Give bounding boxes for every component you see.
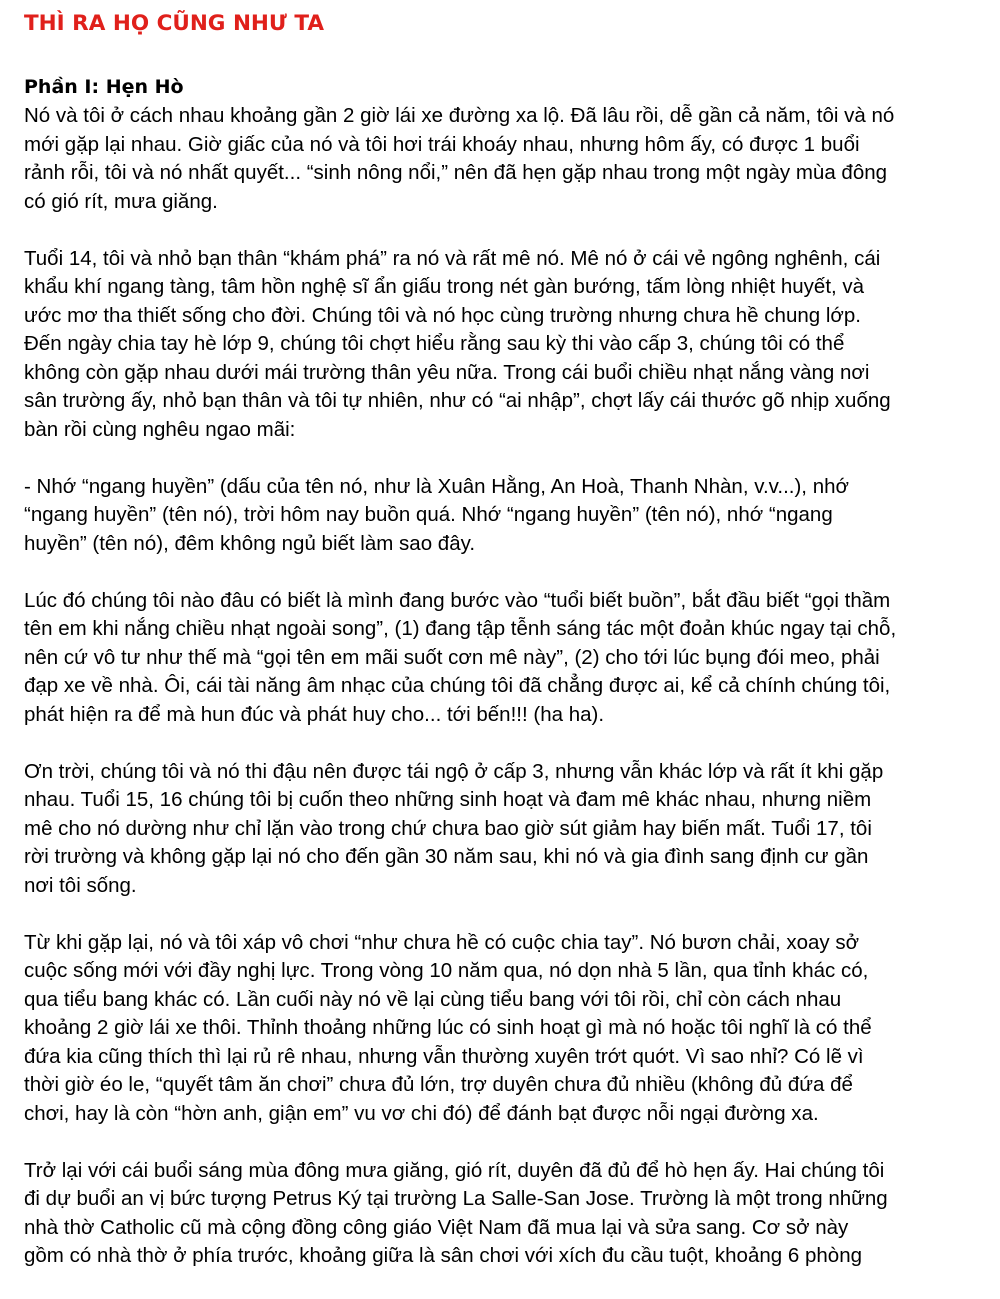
text-line: Nó và tôi ở cách nhau khoảng gần 2 giờ lái xe đường xa lộ. Đã lâu rồi, dễ gần cả năm, tôi và nó [24, 104, 895, 127]
paragraph [24, 473, 984, 559]
text-line: cuộc sống mới với đầy nghị lực. Trong vòng 10 năm qua, nó dọn nhà 5 lần, qua tỉnh khác có, [24, 959, 869, 982]
text-line: ước mơ tha thiết sống cho đời. Chúng tôi và nó học cùng trường nhưng chưa hề chung lớp. [24, 303, 861, 327]
text-line: rời trường và không gặp lại nó cho đến gần 30 năm sau, khi nó và gia đình sang định cư gần [24, 845, 869, 868]
text-line: thời giờ éo le, “quyết tâm ăn chơi” chưa đủ lớn, trợ duyên chưa đủ nhiều (không đủ đứa để [24, 1073, 853, 1096]
text-line: không còn gặp nhau dưới mái trường thân yêu nữa. Trong cái buổi chiều nhạt nắng vàng nơi [24, 360, 870, 384]
text-line: nên cứ vô tư như thế mà “gọi tên em mãi suốt cơn mê này”, (2) cho tới lúc bụng đói meo, phải [24, 645, 880, 669]
text-line: Tuổi 14, tôi và nhỏ bạn thân “khám phá” ra nó và rất mê nó. Mê nó ở cái vẻ ngông nghênh, cái [24, 246, 881, 270]
text-line: rảnh rỗi, tôi và nó nhất quyết... “sinh nông nổi,” nên đã hẹn gặp nhau trong một ngày mùa đông [24, 161, 888, 184]
text-line: qua tiểu bang khác có. Lần cuối này nó về lại cùng tiểu bang với tôi rồi, chỉ còn cách nhau [24, 987, 842, 1011]
text-line: đạp xe về nhà. Ôi, cái tài năng âm nhạc của chúng tôi đã chẳng được ai, kể cả chính chúng tôi, [24, 674, 891, 697]
text-line: bàn rồi cùng nghêu ngao mãi: [24, 417, 296, 441]
text-line: gồm có nhà thờ ở phía trước, khoảng giữa là sân chơi với xích đu cầu tuột, khoảng 6 phòng [24, 1244, 863, 1267]
text-line: Ơn trời, chúng tôi và nó thi đậu nên được tái ngộ ở cấp 3, nhưng vẫn khác lớp và rất ít khi gặp [24, 759, 884, 783]
text-line: sân trường ấy, nhỏ bạn thân và tôi tự nhiên, như có “ai nhập”, chợt lấy cái thước gõ nhịp xuống [24, 389, 891, 412]
text-line: huyền” (tên nó), đêm không ngủ biết làm sao đây. [24, 531, 476, 555]
text-line: khẩu khí ngang tàng, tâm hồn nghệ sĩ ẩn giấu trong nét gàn bướng, tấm lòng nhiệt huyết, và [24, 275, 865, 298]
text-line: Đến ngày chia tay hè lớp 9, chúng tôi chợt hiểu rằng sau kỳ thi vào cấp 3, chúng tôi có thể [24, 332, 845, 355]
text-line: Lúc đó chúng tôi nào đâu có biết là mình đang bước vào “tuổi biết buồn”, bắt đầu biết “gọi thầm [24, 588, 891, 612]
paragraph [24, 929, 984, 1129]
text-line: tên em khi nắng chiều nhạt ngoài song”, (1) đang tập tễnh sáng tác một đoản khúc ngay tại chỗ, [24, 617, 897, 640]
text-line: khoảng 2 giờ lái xe thôi. Thỉnh thoảng những lúc có sinh hoạt gì mà nó hoặc tôi nghĩ là có thể [24, 1016, 872, 1039]
section-heading: Phần I: Hẹn Hò [24, 76, 184, 98]
text-line: Từ khi gặp lại, nó và tôi xáp vô chơi “như chưa hề có cuộc chia tay”. Nó bươn chải, xoay sở [24, 930, 860, 954]
text-line: nhà thờ Catholic cũ mà cộng đồng công giáo Việt Nam đã mua lại và sửa sang. Cơ sở này [24, 1215, 849, 1239]
text-line: Trở lại với cái buổi sáng mùa đông mưa giăng, gió rít, duyên đã đủ để hò hẹn ấy. Hai chúng tôi [24, 1158, 885, 1182]
document-body [24, 102, 984, 1299]
paragraph [24, 102, 984, 216]
document-title: THÌ RA HỌ CŨNG NHƯ TA [24, 11, 325, 36]
paragraph [24, 1157, 984, 1271]
text-line: đi dự buổi an vị bức tượng Petrus Ký tại trường La Salle-San Jose. Trường là một trong những [24, 1187, 888, 1210]
text-line: có gió rít, mưa giăng. [24, 189, 218, 213]
text-line: - Nhớ “ngang huyền” (dấu của tên nó, như là Xuân Hằng, An Hoà, Thanh Nhàn, v.v...), nhớ [24, 474, 849, 498]
text-line: mới gặp lại nhau. Giờ giấc của nó và tôi hơi trái khoáy nhau, nhưng hôm ấy, có được 1 buổi [24, 132, 860, 156]
text-line: “ngang huyền” (tên nó), trời hôm nay buồn quá. Nhớ “ngang huyền” (tên nó), nhớ “ngang [24, 503, 833, 526]
text-line: phát hiện ra để mà hun đúc và phát huy cho... tới bến!!! (ha ha). [24, 702, 605, 726]
paragraph [24, 245, 984, 445]
paragraph [24, 758, 984, 901]
text-line: mê cho nó dường như chỉ lặn vào trong chứ chưa bao giờ sút giảm hay biến mất. Tuổi 17, tôi [24, 816, 872, 840]
text-line: đứa kia cũng thích thì lại rủ rê nhau, nhưng vẫn thường xuyên trớt quớt. Vì sao nhỉ? Có lẽ vì [24, 1044, 864, 1068]
text-line: nhau. Tuổi 15, 16 chúng tôi bị cuốn theo những sinh hoạt và đam mê khác nhau, nhưng niềm [24, 788, 872, 811]
text-line: nơi tôi sống. [24, 873, 137, 897]
paragraph [24, 587, 984, 730]
text-line: chơi, hay là còn “hờn anh, giận em” vu vơ chi đó) để đánh bạt được nỗi ngại đường xa. [24, 1101, 819, 1125]
